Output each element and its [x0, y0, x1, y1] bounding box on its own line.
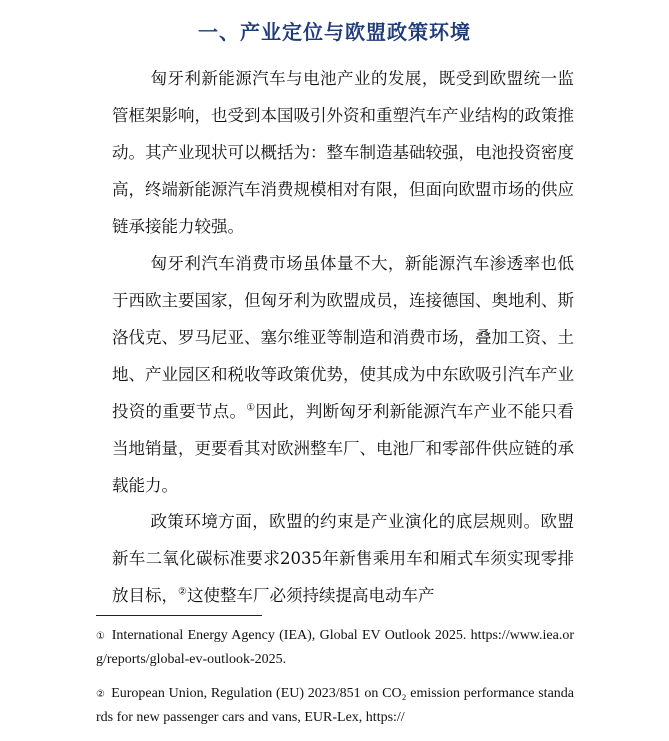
footnote-2-text: European Union, Regulation (EU) 2023/851 on CO₂ emission performance standards for new passenger cars and vans, EUR-Lex, https:// — [96, 686, 574, 725]
footnote-1-text: International Energy Agency (IEA), Global EV Outlook 2025. https://www.iea.org/reports/global-ev-outlook-2025. — [96, 628, 574, 667]
footnote-ref-1[interactable]: ① — [246, 402, 256, 414]
paragraph-3 — [112, 503, 574, 614]
footnote-2 — [96, 682, 574, 729]
footnote-divider — [96, 615, 262, 616]
footnote-1-mark: ① — [96, 631, 106, 642]
footnote-2-mark: ② — [96, 689, 106, 700]
paragraph-2-text-a: 匈牙利汽车消费市场虽体量不大，新能源汽车渗透率也低于西欧主要国家，但匈牙利为欧盟成员，连接德国、奥地利、斯洛伐克、罗马尼亚、塞尔维亚等制造和消费市场，叠加工资、土地、产业园区和税收等政策优势，使其成为中东欧吸引汽车产业投资的重要节点。 — [112, 254, 574, 421]
paragraph-2-text-b: 因此，判断匈牙利新能源汽车产业不能只看当地销量，更要看其对欧洲整车厂、电池厂和零部件供应链的承载能力。 — [112, 402, 575, 495]
paragraph-3-text-b: 这使整车厂必须持续提高电动车产 — [186, 586, 435, 605]
paragraph-1-text: 匈牙利新能源汽车与电池产业的发展，既受到欧盟统一监管框架影响，也受到本国吸引外资和重塑汽车产业结构的政策推动。其产业现状可以概括为：整车制造基础较强，电池投资密度高，终端新能源汽车消费规模相对有限，但面向欧盟市场的供应链承接能力较强。 — [112, 69, 574, 236]
paragraph-3-text-a: 政策环境方面，欧盟的约束是产业演化的底层规则。欧盟新车二氧化碳标准要求2035年新售乘用车和厢式车须实现零排放目标， — [112, 512, 574, 605]
footnote-1 — [96, 624, 574, 671]
section-heading: 一、产业定位与欧盟政策环境 — [198, 20, 471, 44]
footnote-ref-2[interactable]: ② — [178, 586, 187, 598]
paragraph-2 — [112, 245, 574, 504]
paragraph-1 — [112, 60, 574, 245]
